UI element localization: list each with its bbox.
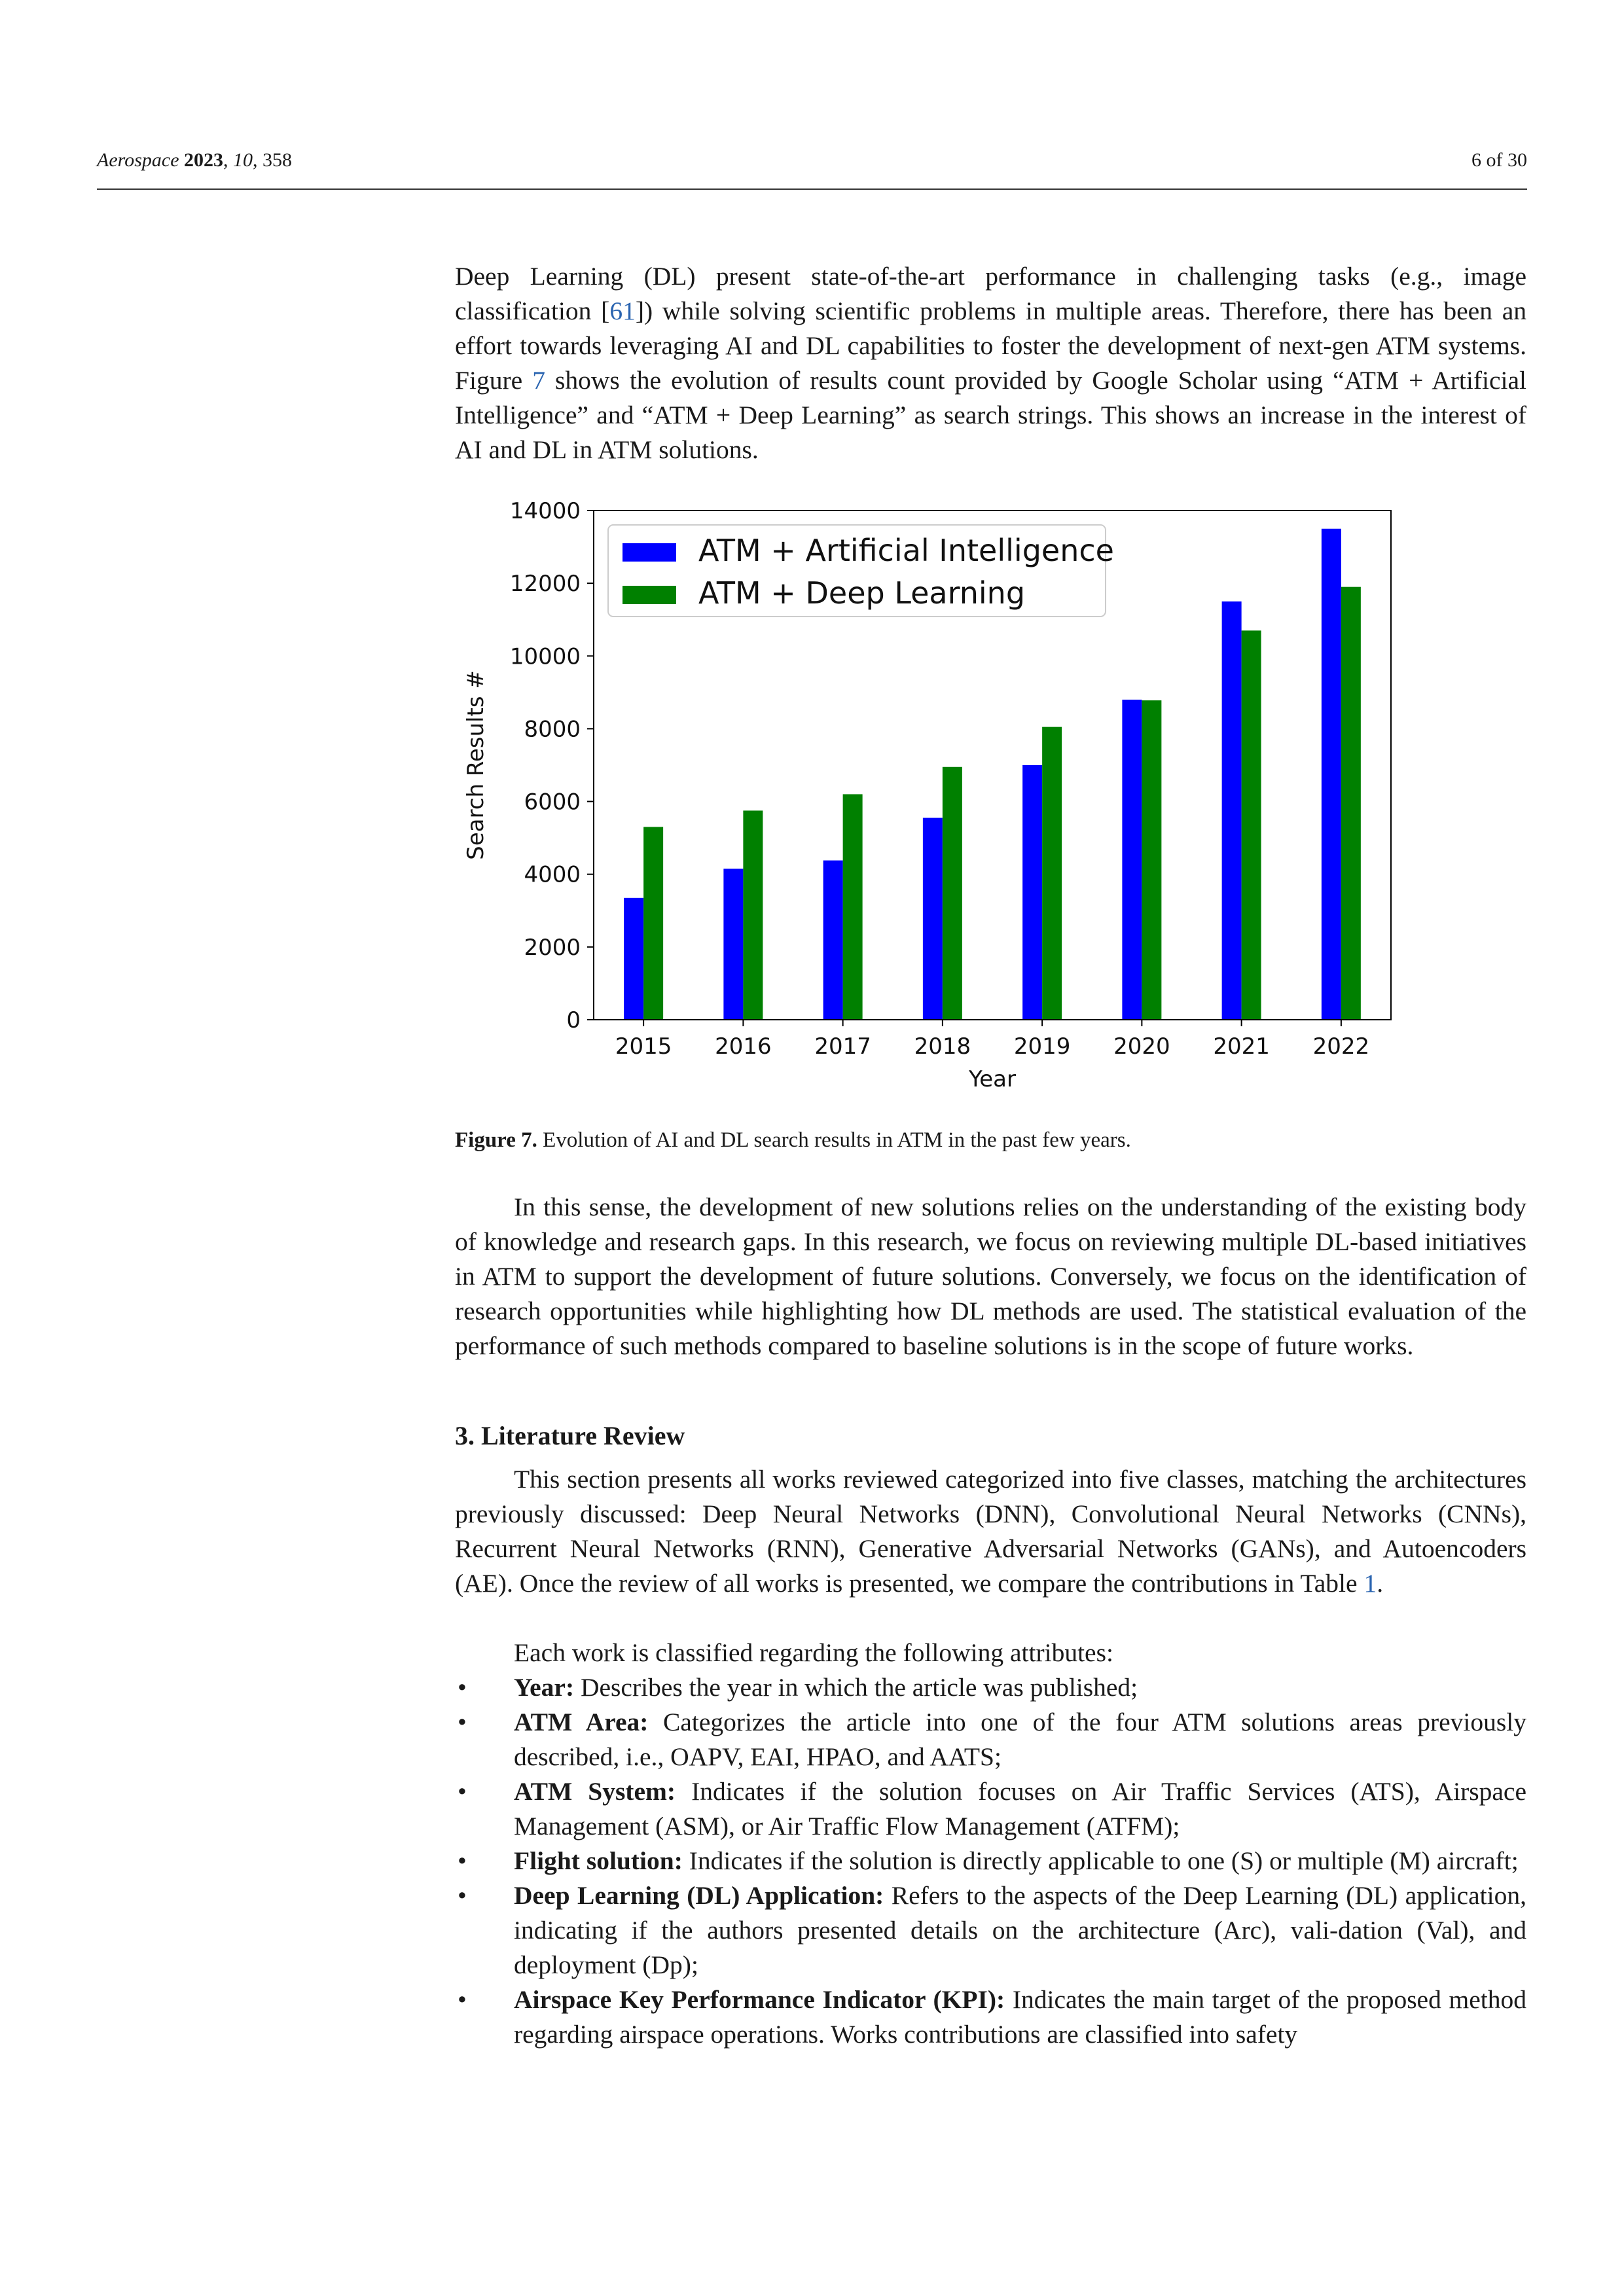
bar-dl-2015	[643, 827, 663, 1020]
y-axis-label: Search Results #	[463, 670, 489, 860]
bullet-icon: •	[458, 1985, 467, 2014]
y-tick-label: 2000	[524, 934, 581, 961]
citation-link[interactable]: 61	[609, 296, 636, 325]
item-term: ATM Area:	[514, 1708, 649, 1736]
bullet-icon: •	[458, 1777, 467, 1806]
bar-dl-2021	[1242, 630, 1261, 1020]
bar-chart	[455, 484, 1404, 1113]
item-term: ATM System:	[514, 1777, 676, 1806]
bullet-icon: •	[458, 1846, 467, 1875]
item-text: Indicates if the solution is directly applicable to one (S) or multiple (M) aircraft;	[682, 1846, 1519, 1875]
review-paragraph	[455, 1462, 1526, 1601]
figure-caption	[455, 1126, 1526, 1155]
bar-dl-2018	[943, 767, 962, 1020]
item-text: Describes the year in which the article was published;	[574, 1673, 1138, 1702]
figure-link[interactable]: 7	[532, 366, 545, 395]
item-text: Refers to the aspects of the Deep Learning (DL) application, indicating if the authors presented details on the architecture (Arc), vali-dation (Val), and deployment (Dp);	[514, 1881, 1526, 1979]
y-tick-label: 0	[566, 1007, 581, 1033]
item-text: Indicates the main target of the proposed method regarding airspace operations. Works contributions are classified into safety	[514, 1985, 1526, 2049]
x-tick-label: 2020	[1113, 1033, 1170, 1060]
bar-dl-2020	[1142, 700, 1161, 1020]
bar-ai-2016	[723, 869, 743, 1020]
list-item	[455, 1670, 1526, 1705]
list-item	[455, 1705, 1526, 1774]
item-text: Indicates if the solution focuses on Air Traffic Services (ATS), Airspace Management (ASM), or Air Traffic Flow Management (ATFM);	[514, 1777, 1526, 1840]
bullet-icon: •	[458, 1881, 467, 1910]
y-tick-label: 4000	[524, 861, 581, 888]
journal-year: 2023	[184, 149, 224, 171]
legend-label: ATM + Deep Learning	[698, 575, 1026, 611]
y-tick-label: 14000	[509, 498, 581, 524]
x-tick-label: 2021	[1213, 1033, 1270, 1060]
review-text-a: This section presents all works reviewed categorized into five classes, matching the architectures previously discussed: Deep Neural Networks (DNN), Convolutional Neural Networks (CNNs), Recurrent Neural Networks (RNN), Generative Adversarial Networks (GANs), and Autoencoders (AE). Once the review of all works is presented, we compare the contributions in Table	[455, 1465, 1526, 1598]
item-term: Flight solution:	[514, 1846, 683, 1875]
legend-label: ATM + Artificial Intelligence	[698, 533, 1114, 568]
bullet-icon: •	[458, 1673, 467, 1702]
bar-dl-2016	[743, 810, 763, 1020]
review-text-b: .	[1377, 1569, 1384, 1598]
page-number: 6 of 30	[1471, 149, 1527, 171]
y-tick-label: 12000	[509, 571, 581, 598]
x-tick-label: 2015	[615, 1033, 672, 1060]
bar-ai-2019	[1022, 765, 1042, 1020]
bar-ai-2021	[1222, 601, 1242, 1020]
bullet-icon: •	[458, 1708, 467, 1736]
bar-ai-2022	[1322, 529, 1341, 1020]
bar-ai-2020	[1122, 700, 1142, 1020]
bar-ai-2018	[923, 818, 943, 1020]
x-tick-label: 2019	[1013, 1033, 1071, 1060]
running-header: Aerospace 2023, 10, 358	[97, 149, 293, 171]
journal-name: Aerospace	[97, 149, 179, 171]
intro-paragraph	[455, 259, 1526, 467]
y-tick-label: 6000	[524, 789, 581, 816]
x-tick-label: 2017	[814, 1033, 871, 1060]
item-text: Categorizes the article into one of the four ATM solutions areas previously described, i.e., OAPV, EAI, HPAO, and AATS;	[514, 1708, 1526, 1771]
bar-dl-2022	[1341, 587, 1361, 1020]
list-item	[455, 1844, 1526, 1878]
classified-paragraph: Each work is classified regarding the following attributes:	[514, 1638, 1113, 1667]
header-rule	[97, 188, 1527, 190]
x-tick-label: 2018	[914, 1033, 971, 1060]
section-heading: 3. Literature Review	[455, 1421, 685, 1450]
item-term: Airspace Key Performance Indicator (KPI):	[514, 1985, 1005, 2014]
item-term: Year:	[514, 1673, 575, 1702]
intro-text-1: Deep Learning (DL) present state-of-the-art performance in challenging tasks (e.g., image classification [	[455, 262, 1526, 325]
item-term: Deep Learning (DL) Application:	[514, 1881, 884, 1910]
intro-text-3: shows the evolution of results count provided by Google Scholar using “ATM + Artificial Intelligence” and “ATM + Deep Learning” as search strings. This shows an increase in the interest of AI and DL in ATM solutions.	[455, 366, 1526, 464]
body-paragraph: In this sense, the development of new solutions relies on the understanding of the existing body of knowledge and research gaps. In this research, we focus on reviewing multiple DL-based initiatives in ATM to support the development of future solutions. Conversely, we focus on the identification of research opportunities while highlighting how DL methods are used. The statistical evaluation of the performance of such methods compared to baseline solutions is in the scope of future works.	[455, 1193, 1526, 1360]
x-tick-label: 2022	[1312, 1033, 1370, 1060]
y-tick-label: 8000	[524, 716, 581, 743]
x-axis-label: Year	[969, 1066, 1016, 1092]
legend-swatch	[623, 543, 676, 562]
figure-label: Figure 7.	[455, 1128, 537, 1152]
bar-ai-2015	[624, 898, 643, 1020]
table-link[interactable]: 1	[1363, 1569, 1377, 1598]
y-tick-label: 10000	[509, 643, 581, 670]
bar-dl-2019	[1042, 727, 1062, 1020]
journal-volume: 10	[233, 149, 253, 171]
bar-ai-2017	[823, 861, 843, 1020]
legend-swatch	[623, 586, 676, 604]
bar-dl-2017	[843, 794, 863, 1020]
x-tick-label: 2016	[715, 1033, 772, 1060]
caption-text: Evolution of AI and DL search results in ATM in the past few years.	[537, 1128, 1131, 1152]
attribute-list	[455, 1670, 1526, 2052]
intro-text-2: ]) while solving scientific problems in multiple areas. Therefore, there has been an effort towards leveraging AI and DL capabilities to foster the development of next-gen ATM systems. Figure	[455, 296, 1526, 395]
list-item	[455, 1878, 1526, 1982]
list-item	[455, 1774, 1526, 1844]
list-item	[455, 1982, 1526, 2052]
article-number: 358	[262, 149, 293, 171]
